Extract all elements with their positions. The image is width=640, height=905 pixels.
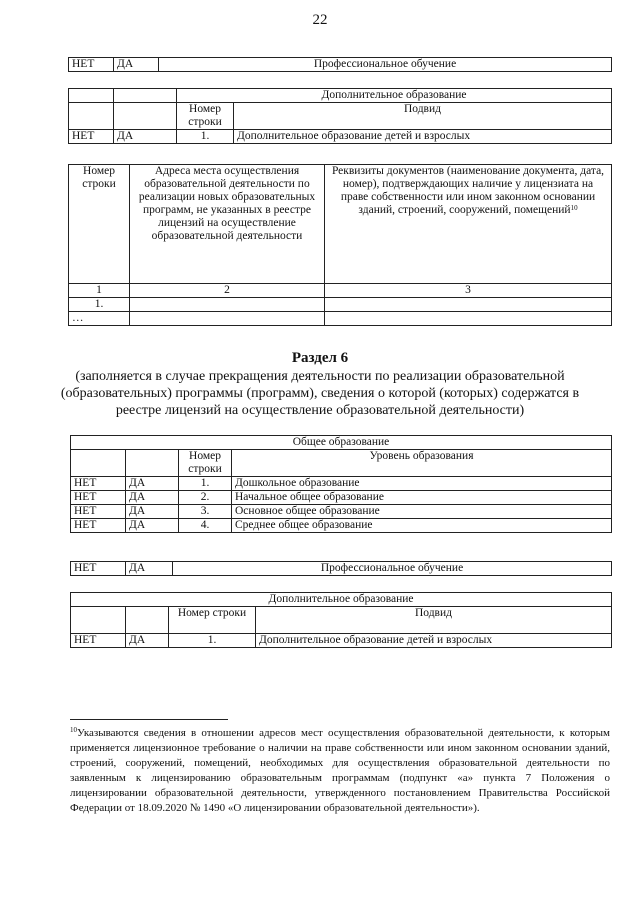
- table-row: [71, 505, 612, 519]
- level-text: Среднее общее образование: [232, 519, 612, 533]
- row-ellipsis: …: [69, 312, 130, 326]
- subtype-text: Дополнительное образование детей и взрослых: [256, 634, 612, 648]
- section-title: Раздел 6: [291, 350, 349, 366]
- additional-education-title: Дополнительное образование: [177, 89, 612, 103]
- footnote-mark: 10: [70, 726, 77, 734]
- empty-cell: [69, 103, 114, 130]
- row-number: 4.: [179, 519, 232, 533]
- col-index-2: 2: [130, 284, 325, 298]
- level-text: Дошкольное образование: [232, 477, 612, 491]
- empty-cell: [126, 450, 179, 477]
- da-cell: ДА: [126, 477, 179, 491]
- level-text: Основное общее образование: [232, 505, 612, 519]
- general-education-title: Общее образование: [71, 436, 612, 450]
- empty-cell: [325, 312, 612, 326]
- empty-cell: [130, 312, 325, 326]
- da-cell: ДА: [126, 634, 169, 648]
- row-number: 1.: [177, 130, 234, 144]
- empty-cell: [130, 298, 325, 312]
- net-cell: НЕТ: [69, 130, 114, 144]
- col-education-level: Уровень образования: [232, 450, 612, 477]
- col-addresses: Адреса места осуществления образовательной деятельности по реализации новых образовательных программ, не указанных в реестре лицензий на осуществление образовательной деятельности: [130, 165, 325, 284]
- row-number: 1.: [169, 634, 256, 648]
- net-cell: НЕТ: [71, 562, 126, 576]
- net-cell: НЕТ: [71, 491, 126, 505]
- col-documents-text: Реквизиты документов (наименование документа, дата, номер), подтверждающих наличие у лицензиата на праве собственности или ином законном основании зданий, строений, сооружений, помещений: [331, 165, 605, 216]
- footnote-divider: [70, 719, 228, 720]
- da-cell: ДА: [114, 130, 177, 144]
- footnote-text: Указываются сведения в отношении адресов мест осуществления образовательной деятельности, к которым применяется лицензионное требование о наличии на праве собственности или ином законном основании зданий, строений, сооружений, помещений, необходимых для осуществления образовательной деятельности по заявленным к лицензированию образовательным программам (подпункт «а» пункта 7 Положения о лицензировании образовательной деятельности, утвержденного постановлением Правительства Российской Федерации от 18.09.2020 № 1490 «О лицензировании образовательной деятельности»).: [70, 727, 610, 814]
- col-index-3: 3: [325, 284, 612, 298]
- table-row: [71, 477, 612, 491]
- addresses-table: [68, 164, 612, 326]
- col-row-number: Номер строки: [169, 607, 256, 634]
- net-cell: НЕТ: [71, 477, 126, 491]
- empty-cell: [114, 89, 177, 103]
- empty-cell: [71, 450, 126, 477]
- net-cell: НЕТ: [71, 519, 126, 533]
- da-cell: ДА: [126, 491, 179, 505]
- da-cell: ДА: [126, 519, 179, 533]
- subtype-text: Дополнительное образование детей и взрослых: [234, 130, 612, 144]
- section-description: (заполняется в случае прекращения деятельности по реализации образовательной (образовательных) программы (программ), сведения о которой (которых) содержатся в реестре лицензий на осуществление образовательной деятельности): [60, 369, 580, 418]
- table-row: [71, 491, 612, 505]
- general-education-table: [70, 435, 612, 533]
- da-cell: ДА: [126, 505, 179, 519]
- net-cell: НЕТ: [71, 634, 126, 648]
- additional-education-table: [70, 592, 612, 648]
- col-documents: [325, 165, 612, 284]
- empty-cell: [126, 607, 169, 634]
- net-cell: НЕТ: [71, 505, 126, 519]
- footnote-ref: 10: [570, 204, 578, 212]
- col-subtype: Подвид: [234, 103, 612, 130]
- row-number: 2.: [179, 491, 232, 505]
- page-number: 22: [312, 12, 328, 28]
- level-text: Начальное общее образование: [232, 491, 612, 505]
- empty-cell: [114, 103, 177, 130]
- row-number: 1.: [69, 298, 130, 312]
- empty-cell: [325, 298, 612, 312]
- col-row-number: Номер строки: [179, 450, 232, 477]
- row-number: 3.: [179, 505, 232, 519]
- additional-education-table-top: [68, 88, 612, 144]
- col-row-number: Номер строки: [69, 165, 130, 284]
- prof-training-title: Профессиональное обучение: [159, 58, 612, 72]
- additional-education-title: Дополнительное образование: [71, 593, 612, 607]
- empty-cell: [69, 89, 114, 103]
- prof-training-table: [70, 561, 612, 576]
- col-subtype: Подвид: [256, 607, 612, 634]
- da-cell: ДА: [126, 562, 173, 576]
- row-number: 1.: [179, 477, 232, 491]
- prof-training-title: Профессиональное обучение: [173, 562, 612, 576]
- net-cell: НЕТ: [69, 58, 114, 72]
- table-row: [71, 519, 612, 533]
- da-cell: ДА: [114, 58, 159, 72]
- col-index-1: 1: [69, 284, 130, 298]
- col-row-number: Номер строки: [177, 103, 234, 130]
- prof-training-table-top: [68, 57, 612, 72]
- footnote: [70, 726, 610, 816]
- empty-cell: [71, 607, 126, 634]
